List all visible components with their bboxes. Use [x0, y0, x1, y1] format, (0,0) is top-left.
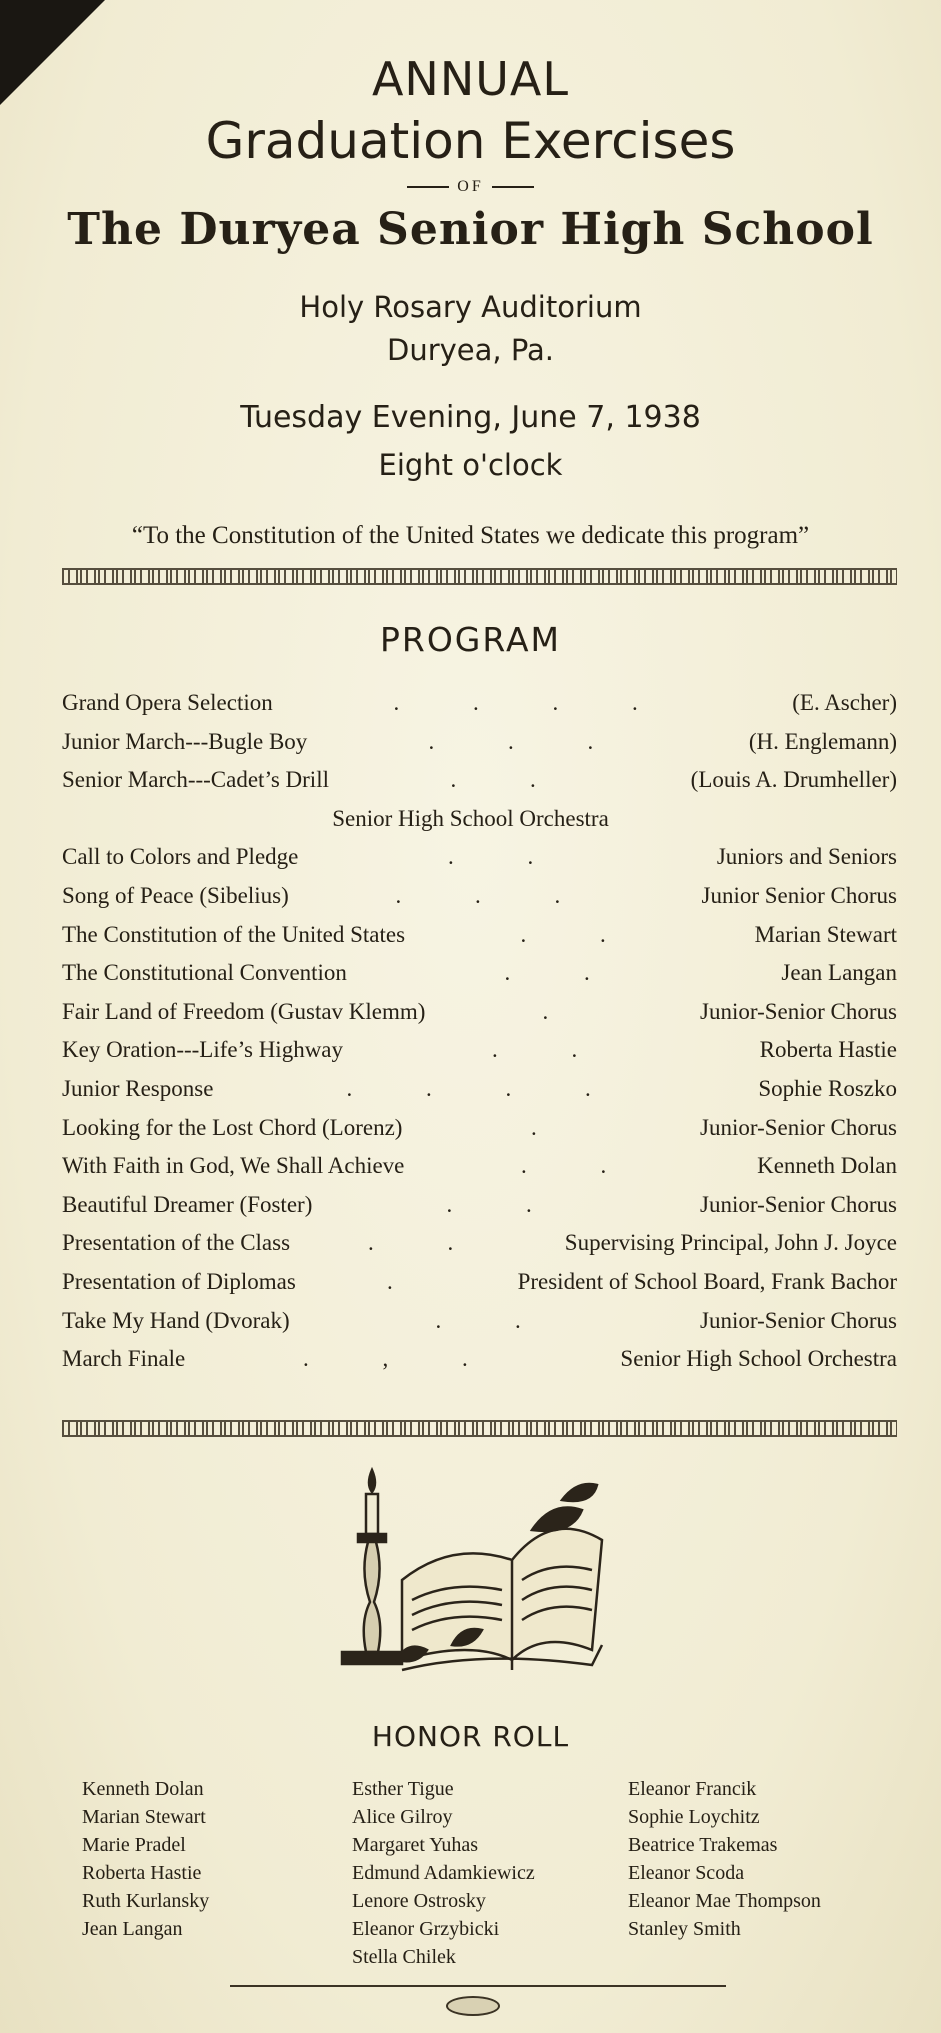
- event-date: Tuesday Evening, June 7, 1938: [240, 400, 701, 435]
- program-item-leader-dots: . .: [368, 1230, 488, 1256]
- divider-line-left: [407, 186, 449, 188]
- program-item-leader-dots: . .: [446, 1191, 566, 1217]
- program-item: [62, 960, 897, 998]
- program-item-leader-dots: . . . .: [346, 1076, 625, 1101]
- ornamental-border-bottom: [62, 1420, 897, 1437]
- program-item-performer: Sophie Roszko: [758, 1076, 897, 1101]
- honor-roll-name: Eleanor Scoda: [628, 1862, 745, 1884]
- honor-roll-name: Margaret Yuhas: [352, 1834, 479, 1856]
- honor-roll-name: Eleanor Francik: [628, 1778, 757, 1800]
- program-item: [62, 1269, 897, 1307]
- honor-roll-name: Marie Pradel: [82, 1834, 186, 1856]
- program-item: [62, 729, 897, 767]
- ornamental-border-top: [62, 568, 897, 585]
- event-time: Eight o'clock: [378, 448, 563, 482]
- program-item-performer: Marian Stewart: [754, 921, 897, 947]
- honor-roll-name: Ruth Kurlansky: [82, 1890, 210, 1912]
- program-item-leader-dots: . .: [448, 844, 568, 870]
- honor-roll-name: Eleanor Mae Thompson: [628, 1890, 821, 1912]
- program-item-leader-dots: . . .: [428, 728, 628, 754]
- program-item-title: Fair Land of Freedom (Gustav Klemm): [62, 998, 426, 1024]
- of-divider: [0, 178, 941, 196]
- honor-roll-name: Esther Tigue: [352, 1778, 454, 1800]
- honor-roll-column-3: [628, 1775, 821, 1943]
- program-item-title: The Constitution of the United States: [62, 921, 406, 947]
- orchestra-credit: Senior High School Orchestra: [332, 805, 609, 831]
- program-item: [62, 1076, 897, 1114]
- program-item-leader-dots: . .: [520, 921, 640, 947]
- program-item-title: Junior March---Bugle Boy: [62, 728, 308, 754]
- program-item-leader-dots: . .: [492, 1037, 612, 1063]
- program-item-title: Beautiful Dreamer (Foster): [62, 1191, 313, 1217]
- program-item-performer: Roberta Hastie: [759, 1037, 897, 1063]
- program-item: [62, 1153, 897, 1191]
- program-item-leader-dots: .: [387, 1269, 427, 1294]
- program-item-performer: Kenneth Dolan: [757, 1153, 897, 1179]
- program-item-performer: (E. Ascher): [792, 690, 897, 715]
- venue: Holy Rosary Auditorium: [299, 290, 642, 324]
- honor-roll-name: Lenore Ostrosky: [352, 1890, 486, 1912]
- program-item-title: Key Oration---Life’s Highway: [62, 1037, 344, 1063]
- honor-roll-name: Beatrice Trakemas: [628, 1834, 778, 1856]
- honor-roll-title: HONOR ROLL: [371, 1720, 570, 1753]
- honor-roll-name: Stanley Smith: [628, 1918, 741, 1940]
- program-item-title: Presentation of the Class: [62, 1230, 291, 1256]
- program-item: [62, 883, 897, 921]
- program-item-title: The Constitutional Convention: [62, 960, 347, 986]
- program-item: [62, 690, 897, 728]
- program-item-leader-dots: . . .: [395, 883, 595, 908]
- book-candle-illustration-icon: [332, 1460, 622, 1690]
- program-item-leader-dots: . .: [435, 1307, 555, 1333]
- bottom-rule: [230, 1985, 726, 1987]
- program-item-title: Senior March---Cadet’s Drill: [62, 767, 329, 793]
- program-item: [62, 999, 897, 1037]
- program-item: [62, 922, 897, 960]
- honor-roll-name: Kenneth Dolan: [82, 1778, 204, 1800]
- program-item: [62, 1037, 897, 1075]
- honor-roll-name: Alice Gilroy: [352, 1806, 453, 1828]
- program-item-performer: Supervising Principal, John J. Joyce: [564, 1230, 897, 1256]
- honor-roll-name: Roberta Hastie: [82, 1862, 202, 1884]
- page-title: Graduation Exercises: [205, 112, 736, 170]
- honor-roll-name: Jean Langan: [82, 1918, 183, 1940]
- program-item-performer: Junior Senior Chorus: [701, 883, 897, 908]
- program-item-performer: Junior-Senior Chorus: [700, 1191, 897, 1217]
- program-item: [62, 1346, 897, 1384]
- program-item-performer: President of School Board, Frank Bachor: [517, 1269, 897, 1294]
- honor-roll-name: Eleanor Grzybicki: [352, 1918, 500, 1940]
- school-name: The Duryea Senior High School: [67, 204, 874, 255]
- program-item: [62, 1115, 897, 1153]
- program-item: [62, 1230, 897, 1268]
- program-item-title: March Finale: [62, 1346, 186, 1372]
- town: Duryea, Pa.: [386, 333, 555, 367]
- program-item-performer: (Louis A. Drumheller): [690, 767, 897, 793]
- program-item-leader-dots: . .: [521, 1153, 641, 1179]
- program-item: [62, 1192, 897, 1230]
- program-item-title: Take My Hand (Dvorak): [62, 1307, 290, 1333]
- program-item-leader-dots: . , .: [303, 1346, 502, 1372]
- of-label: OF: [457, 178, 484, 195]
- program-item: [62, 767, 897, 805]
- honor-roll-name: Sophie Loychitz: [628, 1806, 760, 1828]
- program-item-title: Junior Response: [62, 1076, 214, 1101]
- program-item: [62, 844, 897, 882]
- program-item-performer: Jean Langan: [781, 960, 897, 986]
- honor-roll-column-1: [82, 1775, 209, 1943]
- union-label-icon: [446, 1996, 500, 2016]
- program-title: PROGRAM: [379, 620, 561, 659]
- program-item-performer: (H. Englemann): [748, 728, 897, 754]
- program-item-performer: Senior High School Orchestra: [620, 1346, 897, 1372]
- program-item-leader-dots: .: [542, 998, 583, 1024]
- honor-roll-name: Marian Stewart: [82, 1806, 206, 1828]
- program-item-leader-dots: .: [531, 1114, 571, 1140]
- program-item-leader-dots: . .: [450, 767, 570, 793]
- program-item-title: Song of Peace (Sibelius): [62, 883, 289, 908]
- program-item-performer: Juniors and Seniors: [716, 844, 897, 870]
- program-item-leader-dots: . .: [504, 960, 624, 986]
- honor-roll-column-2: [352, 1775, 535, 1971]
- program-item-title: Call to Colors and Pledge: [62, 844, 299, 870]
- program-item-performer: Junior-Senior Chorus: [700, 1307, 897, 1333]
- program-item-title: Grand Opera Selection: [62, 690, 273, 715]
- program-item-title: Presentation of Diplomas: [62, 1269, 296, 1294]
- program-item-title: With Faith in God, We Shall Achieve: [62, 1153, 405, 1179]
- program-item-performer: Junior-Senior Chorus: [700, 998, 897, 1024]
- dedication: “To the Constitution of the United States we dedicate this program”: [131, 522, 810, 549]
- program-item-title: Looking for the Lost Chord (Lorenz): [62, 1114, 403, 1140]
- honor-roll-name: Stella Chilek: [352, 1946, 456, 1968]
- program-item-performer: Junior-Senior Chorus: [700, 1114, 897, 1140]
- divider-line-right: [492, 186, 534, 188]
- honor-roll-name: Edmund Adamkiewicz: [352, 1862, 535, 1884]
- annual-heading: ANNUAL: [371, 52, 570, 106]
- program-item: [62, 1308, 897, 1346]
- program-item-leader-dots: . . . .: [393, 690, 672, 715]
